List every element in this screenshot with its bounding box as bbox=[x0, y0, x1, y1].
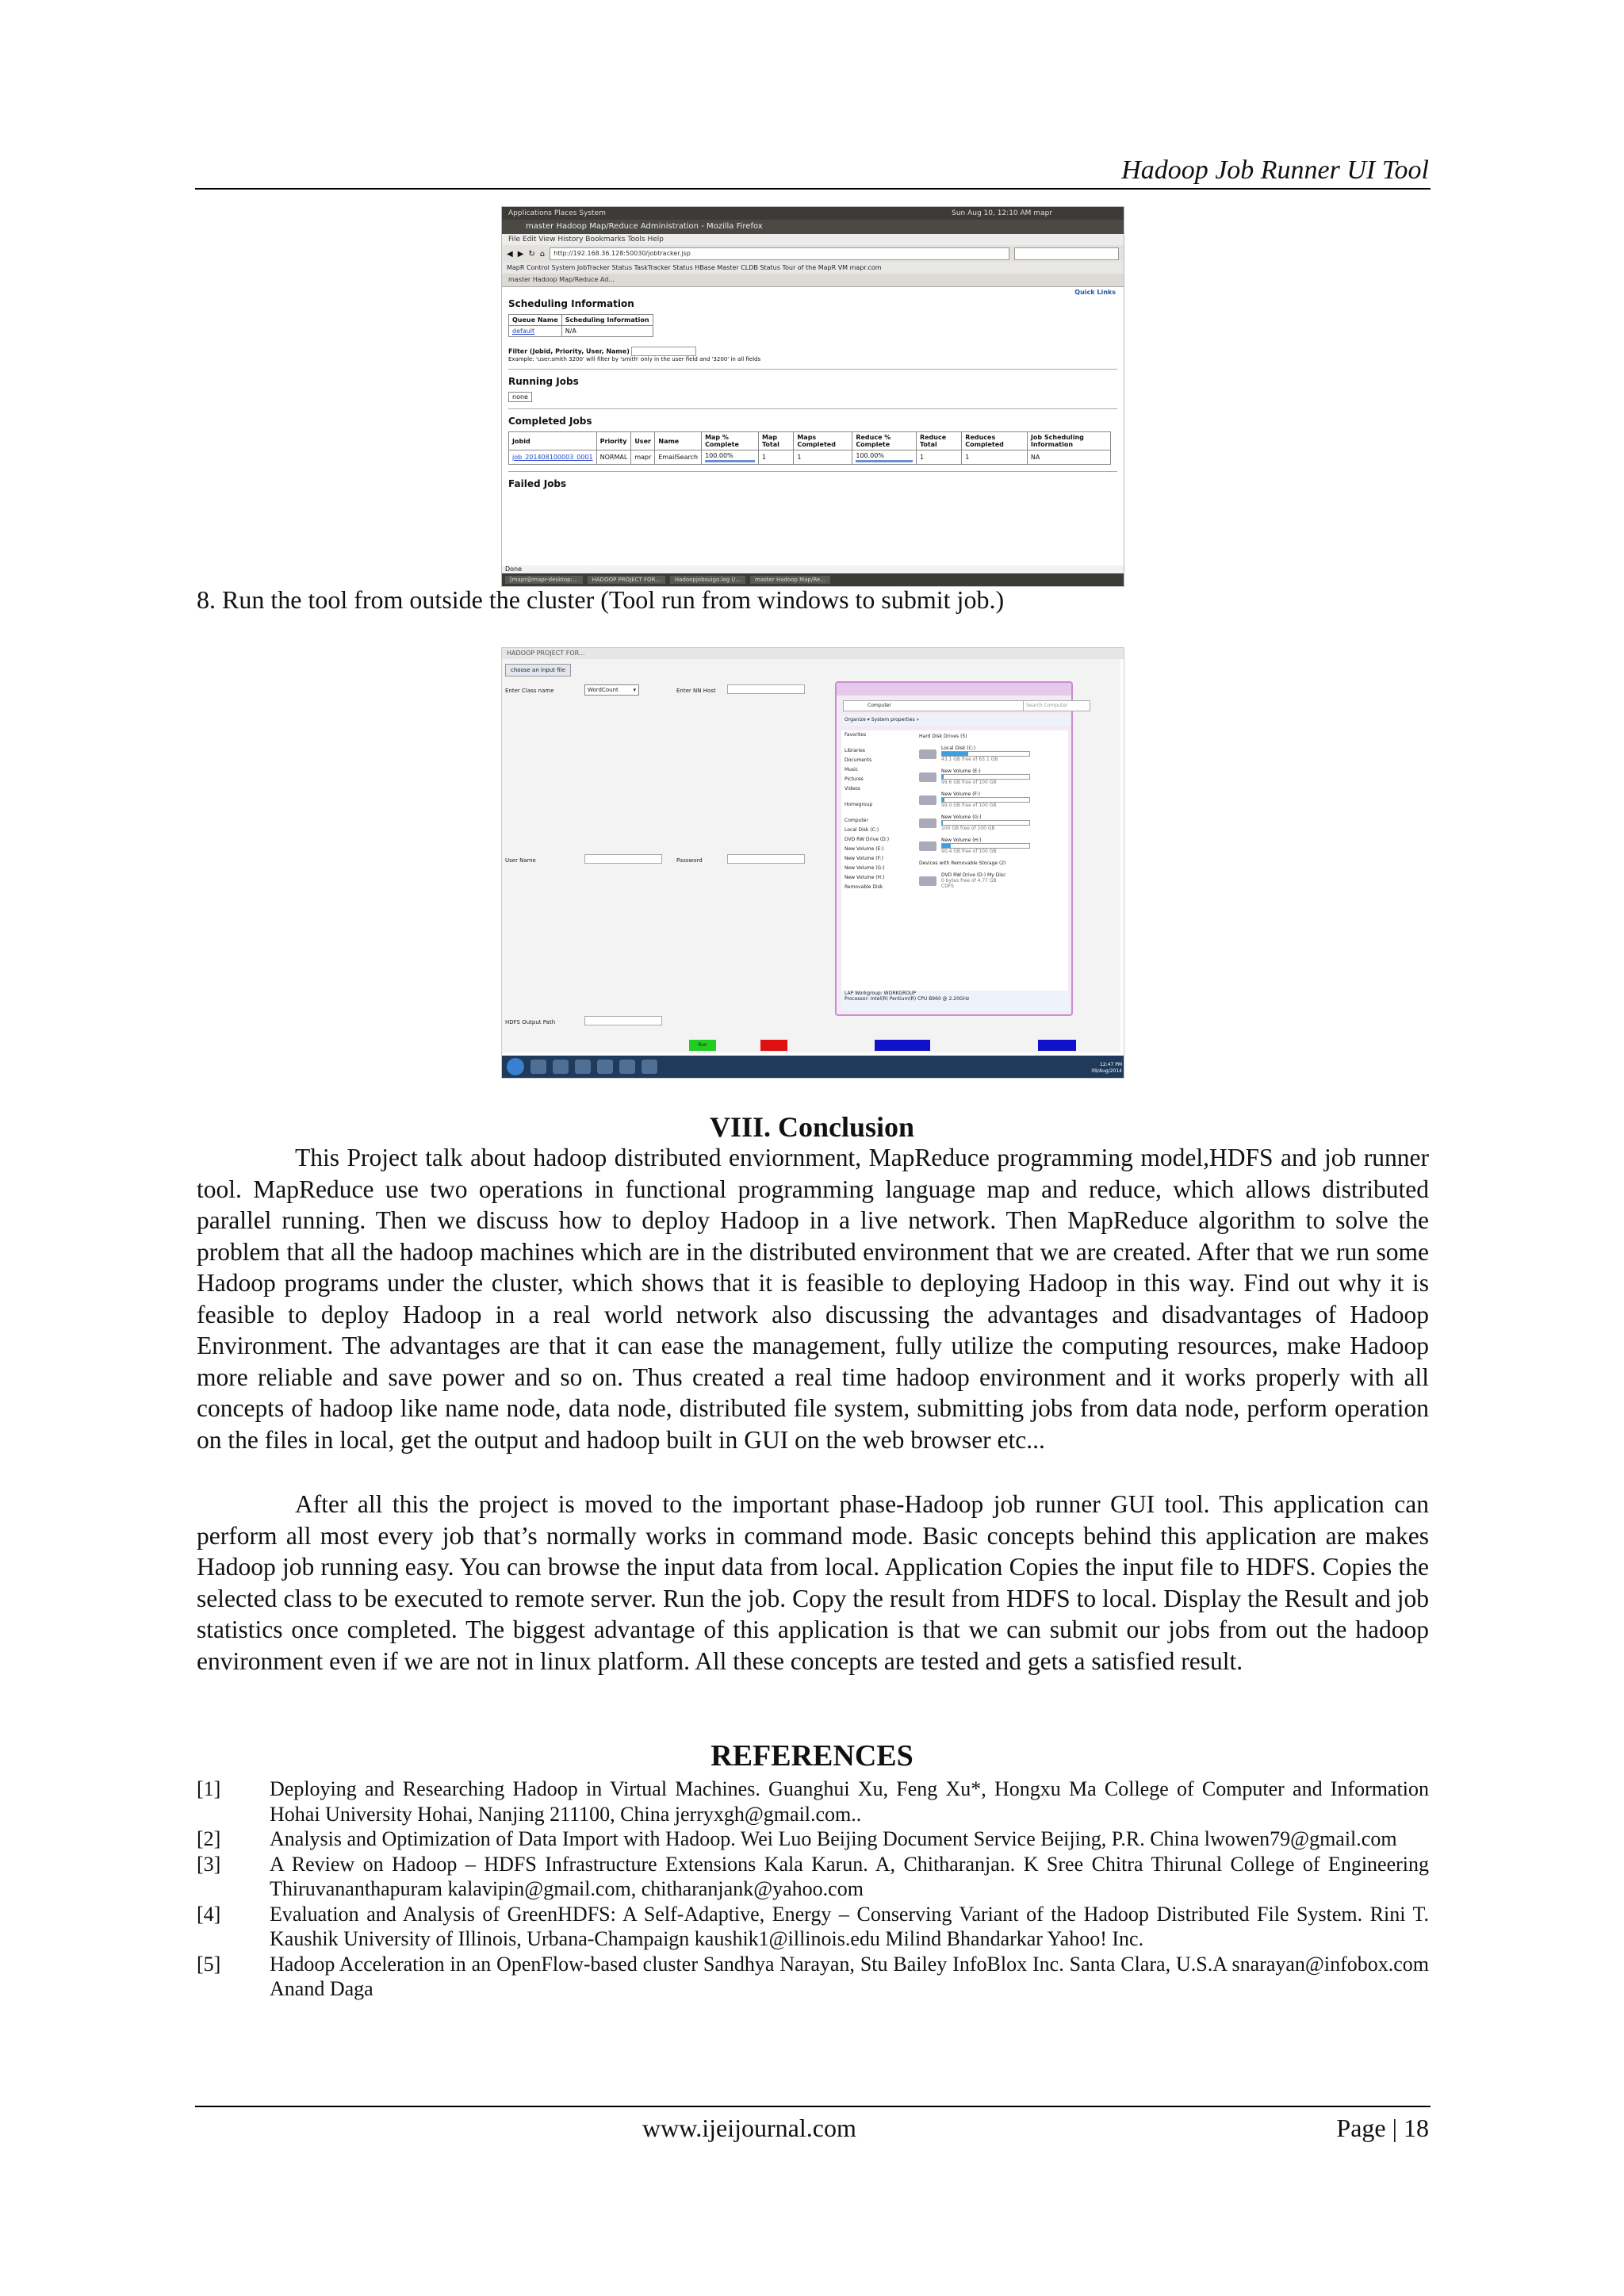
taskbar-item: HADOOP PROJECT FOR... bbox=[588, 576, 665, 584]
blue-button-2 bbox=[1038, 1040, 1076, 1051]
app-title: HADOOP PROJECT FOR... bbox=[502, 648, 1124, 659]
job-link: job_201408100003_0001 bbox=[509, 450, 597, 465]
paragraph-text: This Project talk about hadoop distributed enviornment, MapReduce programming model,HDFS and job runner tool. MapReduce use two operations in functional programming language map and reduce, which allows distributed parallel running. Then we discuss how to deploy Hadoop in a live network. Then MapReduce algorithm to solve the problem that all the hadoop machines which are in the distributed environment that we are created. After that we run some Hadoop programs under the cluster, which shows that it is feasible to deploying Hadoop in this way. Find out why it is feasible to deploy Hadoop in a real world network also discussing the advantages and disadvantages of Hadoop Environment. The advantages are that it can ease the management, fully utilize the computing resources, make Hadoop more reliable and save power and so on. Thus created a real time hadoop environment and it works properly with all concepts of hadoop like name node, data node, distributed file system, submitting jobs from data node, perform operation on the files in local, get the output and hadoop built in GUI on the web browser etc... bbox=[197, 1144, 1429, 1454]
class-name-select bbox=[584, 684, 639, 696]
dvd-free: 0 bytes free of 4.77 GB bbox=[941, 878, 997, 884]
conclusion-heading: VIII. Conclusion bbox=[709, 1111, 915, 1143]
paragraph-text: After all this the project is moved to the important phase-Hadoop job runner GUI tool. This application can perform all most every job that’s normally works in command mode. Basic concepts behind this application are makes Hadoop job running easy. You can browse the input data from local. Application Copies the input file to HDFS. Copies the selected class to be executed to remote server. Run the job. Copy the result from HDFS to local. Display the Result and job statistics once completed. The biggest advantage of this application is that we can submit our jobs from out the hadoop environment even if we are not in linux platform. All these concepts are tested and gets a satisfied result. bbox=[197, 1490, 1429, 1675]
table-header: Scheduling Information bbox=[561, 315, 653, 326]
explorer-icon bbox=[553, 1060, 569, 1074]
taskbar-clock bbox=[1091, 1062, 1122, 1075]
sidebar-item: Pictures bbox=[845, 776, 864, 782]
drive-name: New Volume (F:) bbox=[941, 792, 980, 797]
sidebar-item: Libraries bbox=[845, 748, 865, 753]
clock-time: 12:47 PM bbox=[1100, 1062, 1122, 1068]
explorer-toolbar: Organize ▾ System properties » bbox=[841, 715, 1070, 726]
reference-item bbox=[197, 1777, 1429, 1826]
drive-usage-fill bbox=[942, 798, 944, 802]
scheduling-heading: Scheduling Information bbox=[508, 298, 634, 309]
drive-free: 43.1 GB free of 63.1 GB bbox=[941, 757, 998, 762]
sidebar-item: Computer bbox=[845, 818, 868, 823]
table-cell: NORMAL bbox=[596, 450, 631, 465]
conclusion-paragraph-1 bbox=[197, 1142, 1429, 1455]
table-cell: 1 bbox=[962, 450, 1028, 465]
page-number: Page | 18 bbox=[1336, 2114, 1429, 2142]
sidebar-item: New Volume (H:) bbox=[845, 875, 885, 880]
drive-item bbox=[919, 838, 1068, 854]
drive-usage-bar bbox=[941, 820, 1030, 826]
table-header: Maps Completed bbox=[794, 432, 852, 450]
screenshot-job-runner bbox=[501, 647, 1124, 1079]
table-cell: 1 bbox=[759, 450, 794, 465]
taskbar-item: [mapr@mapr-desktop:... bbox=[505, 576, 583, 584]
running-jobs-heading: Running Jobs bbox=[508, 376, 579, 387]
table-header: User bbox=[631, 432, 655, 450]
windows-taskbar bbox=[502, 1056, 1124, 1078]
window-title: master Hadoop Map/Reduce Administration - Mozilla Firefox bbox=[502, 220, 1124, 234]
chrome-icon bbox=[597, 1060, 613, 1074]
table-header: Jobid bbox=[509, 432, 597, 450]
drive-usage-bar bbox=[941, 797, 1030, 803]
hard-drive-icon bbox=[919, 841, 936, 851]
bottom-taskbar bbox=[502, 573, 1124, 586]
sidebar-item: Documents bbox=[845, 757, 872, 763]
explorer-address bbox=[843, 700, 1090, 711]
table-cell: 1 bbox=[916, 450, 961, 465]
page-content bbox=[502, 287, 1124, 496]
run-button: Run bbox=[689, 1040, 716, 1051]
filter-input bbox=[631, 347, 696, 356]
table-header: Reduces Completed bbox=[962, 432, 1028, 450]
completed-jobs-table bbox=[508, 431, 1111, 465]
address-text: Computer bbox=[868, 703, 891, 708]
reference-number: [5] bbox=[197, 1952, 221, 1976]
nn-host-input bbox=[727, 684, 805, 694]
drive-usage-fill bbox=[942, 775, 944, 779]
table-cell: EmailSearch bbox=[655, 450, 702, 465]
reference-text: Deploying and Researching Hadoop in Virtual Machines. Guanghui Xu, Feng Xu*, Hongxu Ma College of Computer and Information Hohai University Hohai, Nanjing 211100, China jerryxgh@gmail.com.. bbox=[270, 1777, 1429, 1826]
reduce-progress-bar bbox=[856, 460, 913, 462]
table-header: Map % Complete bbox=[702, 432, 759, 450]
panel-clock: Sun Aug 10, 12:10 AM mapr bbox=[952, 209, 1052, 217]
explorer-window bbox=[835, 681, 1073, 1016]
sidebar-item: Homegroup bbox=[845, 802, 873, 807]
gnome-top-panel bbox=[502, 207, 1124, 220]
dvd-drive-icon bbox=[919, 876, 936, 886]
divider bbox=[508, 369, 1117, 370]
filter-example: Example: 'user:smith 3200' will filter by 'smith' only in the user field and '3200' in all fields bbox=[508, 356, 761, 362]
running-none: none bbox=[508, 392, 532, 402]
dvd-name: DVD RW Drive (D:) My Disc bbox=[941, 872, 1006, 878]
screenshot-hadoop-admin bbox=[501, 206, 1124, 587]
hard-drive-icon bbox=[919, 749, 936, 759]
table-header: Priority bbox=[596, 432, 631, 450]
table-header: Queue Name bbox=[509, 315, 562, 326]
table-cell: 1 bbox=[794, 450, 852, 465]
browser-tab: master Hadoop Map/Reduce Ad... bbox=[502, 274, 1124, 287]
taskbar-item: Hadoopjobsuigo.log (/... bbox=[670, 576, 745, 584]
reduce-percent: 100.00% bbox=[856, 452, 884, 459]
reference-item bbox=[197, 1902, 1429, 1952]
app-icon bbox=[642, 1060, 657, 1074]
computer-cpu: Processor: Intel(R) Pentium(R) CPU B960 @ 2.20GHz bbox=[845, 996, 970, 1002]
sidebar-item: New Volume (E:) bbox=[845, 846, 884, 852]
drive-free: 90.4 GB free of 100 GB bbox=[941, 849, 997, 854]
ie-icon bbox=[530, 1060, 546, 1074]
start-orb-icon bbox=[507, 1058, 524, 1075]
password-label: Password bbox=[676, 857, 703, 864]
drive-usage-fill bbox=[942, 844, 951, 848]
hard-drive-icon bbox=[919, 818, 936, 828]
table-header: Reduce % Complete bbox=[852, 432, 917, 450]
app-icon bbox=[619, 1060, 635, 1074]
blue-button bbox=[875, 1040, 930, 1051]
header-rule bbox=[195, 188, 1431, 190]
reference-number: [2] bbox=[197, 1827, 221, 1850]
user-name-input bbox=[584, 854, 662, 864]
divider bbox=[508, 408, 1117, 409]
drive-free: 100 GB free of 100 GB bbox=[941, 826, 995, 831]
table-header: Name bbox=[655, 432, 702, 450]
chevron-down-icon: ▾ bbox=[633, 687, 636, 693]
choose-file-button: choose an input file bbox=[505, 664, 571, 677]
references-heading: REFERENCES bbox=[710, 1739, 914, 1773]
password-input bbox=[727, 854, 805, 864]
drive-item bbox=[919, 815, 1068, 831]
sidebar-item: DVD RW Drive (D:) bbox=[845, 837, 890, 842]
footer-rule bbox=[195, 2106, 1431, 2107]
sidebar-item: Local Disk (C:) bbox=[845, 827, 879, 833]
red-button bbox=[760, 1040, 787, 1051]
failed-jobs-heading: Failed Jobs bbox=[508, 478, 567, 489]
user-name-label: User Name bbox=[505, 857, 536, 864]
sidebar-item: New Volume (F:) bbox=[845, 856, 883, 861]
status-bar: Done bbox=[502, 565, 1124, 573]
reference-number: [4] bbox=[197, 1902, 221, 1926]
drive-usage-fill bbox=[942, 752, 968, 756]
queue-link: default bbox=[509, 326, 562, 337]
reference-text: A Review on Hadoop – HDFS Infrastructure Extensions Kala Karun. A, Chitharanjan. K Sree Chitra Thirunal College of Engineering Thiruvananthapuram kalavipin@gmail.com, chitharanjank@yahoo.com bbox=[270, 1852, 1429, 1900]
hdd-heading: Hard Disk Drives (5) bbox=[919, 734, 967, 739]
quick-links: Quick Links bbox=[1074, 289, 1116, 296]
table-cell: mapr bbox=[631, 450, 655, 465]
explorer-titlebar bbox=[837, 683, 1071, 696]
sidebar-item: New Volume (G:) bbox=[845, 865, 885, 871]
caption-step-8: 8. Run the tool from outside the cluster (Tool run from windows to submit job.) bbox=[197, 585, 1005, 614]
explorer-search: Search Computer bbox=[1023, 701, 1090, 711]
reference-text: Hadoop Acceleration in an OpenFlow-based cluster Sandhya Narayan, Stu Bailey InfoBlox Inc. Santa Clara, U.S.A snarayan@infobox.com Anand Daga bbox=[270, 1952, 1429, 2000]
media-player-icon bbox=[575, 1060, 591, 1074]
completed-jobs-heading: Completed Jobs bbox=[508, 416, 592, 427]
table-header: Map Total bbox=[759, 432, 794, 450]
filter-label: Filter (Jobid, Priority, User, Name) bbox=[508, 347, 630, 355]
table-cell: NA bbox=[1027, 450, 1110, 465]
hard-drive-icon bbox=[919, 772, 936, 782]
explorer-sidebar bbox=[841, 730, 916, 992]
scheduling-table bbox=[508, 314, 653, 337]
panel-menus: Applications Places System bbox=[508, 209, 606, 217]
footer-website: www.ijeijournal.com bbox=[642, 2114, 856, 2142]
divider bbox=[508, 471, 1117, 472]
back-icon: ◀ bbox=[507, 249, 513, 259]
table-header: Job Scheduling Information bbox=[1027, 432, 1110, 450]
search-box bbox=[1014, 247, 1119, 260]
filter-row bbox=[508, 347, 1117, 356]
class-name-value: WordCount bbox=[588, 687, 619, 693]
drive-usage-fill bbox=[942, 821, 943, 825]
hdfs-output-label: HDFS Output Path bbox=[505, 1019, 556, 1025]
table-row bbox=[509, 450, 1111, 465]
drive-name: New Volume (G:) bbox=[941, 815, 982, 820]
sidebar-item: Favorites bbox=[845, 732, 867, 738]
computer-name: LAP Workgroup: WORKGROUP bbox=[845, 991, 916, 996]
drive-free: 99.6 GB free of 100 GB bbox=[941, 780, 997, 785]
reference-number: [1] bbox=[197, 1777, 221, 1800]
references-list bbox=[197, 1777, 1429, 2002]
reference-item bbox=[197, 1826, 1429, 1852]
running-header: Hadoop Job Runner UI Tool bbox=[1121, 155, 1429, 185]
drive-item bbox=[919, 792, 1068, 808]
drive-name: New Volume (E:) bbox=[941, 769, 981, 774]
reference-text: Evaluation and Analysis of GreenHDFS: A Self-Adaptive, Energy – Conserving Variant of the Hadoop Distributed File System. Rini T. Kaushik University of Illinois, Urbana-Champaign kaushik1@illinois.edu Milind Bhandarkar Yahoo! Inc. bbox=[270, 1902, 1429, 1950]
table-cell bbox=[852, 450, 917, 465]
browser-menubar: File Edit View History Bookmarks Tools Help bbox=[502, 234, 1124, 245]
drive-name: Local Disk (C:) bbox=[941, 746, 976, 751]
dvd-fs: CDFS bbox=[941, 884, 954, 889]
sidebar-item: Music bbox=[845, 767, 859, 772]
drive-usage-bar bbox=[941, 751, 1030, 757]
forward-icon: ▶ bbox=[517, 249, 524, 259]
drive-name: New Volume (H:) bbox=[941, 838, 982, 843]
explorer-details bbox=[841, 991, 1070, 1011]
bookmarks-bar: MapR Control System JobTracker Status TaskTracker Status HBase Master CLDB Status Tour of the MapR VM mapr.com bbox=[502, 263, 1124, 274]
clock-date: 09/Aug/2014 bbox=[1091, 1068, 1122, 1074]
map-percent: 100.00% bbox=[705, 452, 733, 459]
map-progress-bar bbox=[705, 460, 755, 462]
explorer-main bbox=[916, 730, 1068, 992]
url-bar: http://192.168.36.128:50030/jobtracker.jsp bbox=[550, 247, 1009, 260]
drive-item bbox=[919, 746, 1068, 762]
dvd-item bbox=[919, 872, 1068, 889]
home-icon: ⌂ bbox=[539, 249, 546, 259]
hdfs-output-input bbox=[584, 1016, 662, 1025]
browser-navbar bbox=[502, 245, 1124, 263]
reload-icon: ↻ bbox=[528, 249, 535, 259]
reference-item bbox=[197, 1952, 1429, 2002]
reference-number: [3] bbox=[197, 1852, 221, 1876]
taskbar-item: master Hadoop Map/Re... bbox=[750, 576, 830, 584]
table-cell: N/A bbox=[561, 326, 653, 337]
conclusion-paragraph-2 bbox=[197, 1489, 1429, 1677]
drive-item bbox=[919, 769, 1068, 785]
hard-drive-icon bbox=[919, 795, 936, 805]
nn-host-label: Enter NN Host bbox=[676, 688, 716, 694]
reference-text: Analysis and Optimization of Data Import with Hadoop. Wei Luo Beijing Document Service Beijing, P.R. China lwowen79@gmail.com bbox=[270, 1827, 1397, 1850]
sidebar-item: Removable Disk bbox=[845, 884, 883, 890]
table-header: Reduce Total bbox=[916, 432, 961, 450]
drive-usage-bar bbox=[941, 843, 1030, 849]
drive-free: 99.0 GB free of 100 GB bbox=[941, 803, 997, 808]
sidebar-item: Videos bbox=[845, 786, 860, 792]
class-name-label: Enter Class name bbox=[505, 688, 554, 694]
reference-item bbox=[197, 1852, 1429, 1902]
table-cell bbox=[702, 450, 759, 465]
drive-usage-bar bbox=[941, 774, 1030, 780]
removable-heading: Devices with Removable Storage (2) bbox=[919, 861, 1006, 866]
